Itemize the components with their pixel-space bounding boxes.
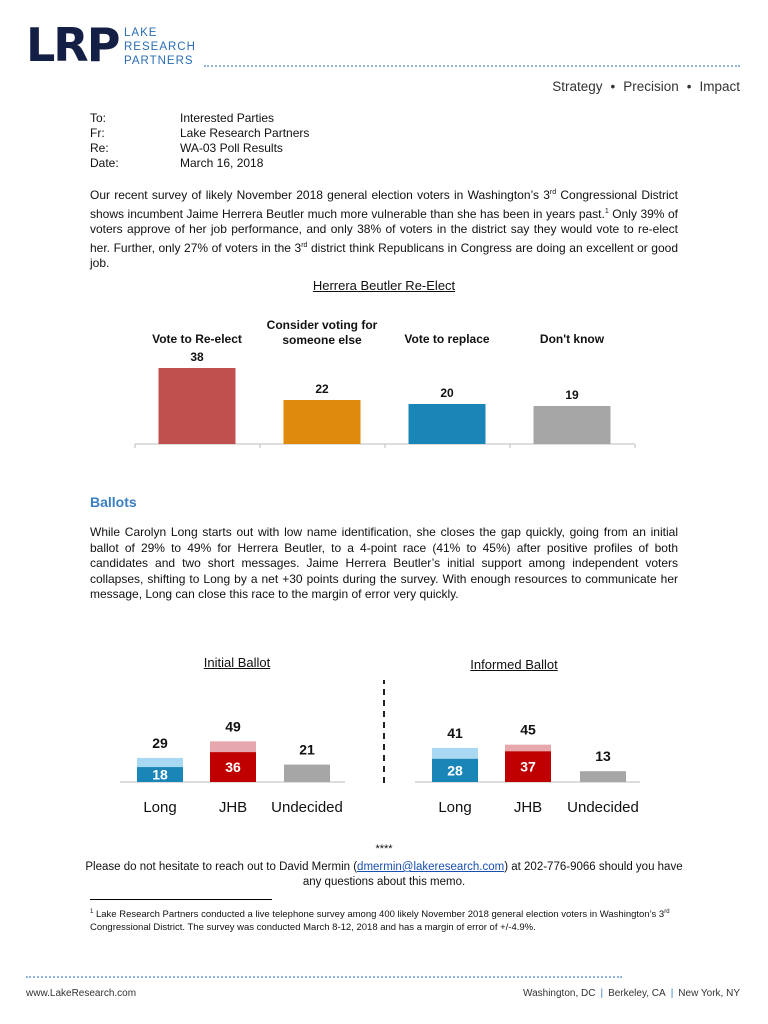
ballots-paragraph: While Carolyn Long starts out with low name identification, she closes the gap quickly, going from an initial ballot of 29% to 49% for Herrera Beutler, to a 4-point race (41% to 45%) after positive profiles of both candidates and two short messages. Jaime Herrera Beutler’s initial support among independent voters collapses, shifting to Long by a net +30 points during the survey. With enough resources to communicate her message, Long can close this race to the margin of error very quickly. [90,525,678,601]
reelect-bar [409,404,486,444]
intro-text: Only 39% of voters approve of her job performance, and only 38% of voters in the district say they would vote to re-elect her. Further, only 27% of voters in the 3 [90,206,679,255]
footnote-text: Congressional District. The survey was conducted March 8-12, 2018 and has a margin of error of +/-4.9%. [90,922,536,934]
reelect-chart-title [0,278,768,293]
logo-line: RESEARCH [124,41,196,53]
ballot-category-label: JHB [513,799,543,816]
contact-line [80,860,688,890]
ballot-total-label: 41 [447,724,463,741]
reelect-category-label: Vote to replace [404,332,490,346]
re-value: WA-03 Poll Results [180,141,283,155]
ballot-category-label: Long [438,799,472,816]
contact-text: Please do not hesitate to reach out to David Mermin ( [85,861,358,873]
memo-header [90,111,309,171]
reelect-category-label: Consider voting for someone else [266,318,378,347]
footnote-number: 1 [90,909,94,915]
ordinal-sup: rd [549,189,557,196]
logo-line: LAKE [124,27,158,39]
date-label: Date: [90,156,119,170]
informed-ballot-title-text: Informed Ballot [470,657,558,672]
re-label: Re: [90,141,109,155]
ballot-charts [0,680,768,830]
from-value: Lake Research Partners [180,126,310,140]
tagline-item: Impact [699,79,740,94]
logo-wordmark [124,26,196,68]
tagline-bullet: • [686,79,692,94]
reelect-bar [159,368,236,444]
informed-ballot-title [464,657,564,672]
office: Berkeley, CA [608,988,666,999]
office: New York, NY [678,988,740,999]
ballot-category-label: Long [143,799,177,816]
ballot-strong-label: 18 [152,766,168,783]
reelect-category-label: Vote to Re-elect [152,332,242,346]
ballot-strong-label: 36 [225,759,241,776]
ballot-bar-soft [210,741,256,752]
ballot-category-label: Undecided [271,799,343,816]
ballot-total-label: 21 [299,741,315,758]
ballot-bar-soft [432,748,478,759]
reelect-value-label: 19 [565,388,579,402]
ballot-total-label: 29 [152,734,168,751]
footnote-text: Lake Research Partners conducted a live telephone survey among 400 likely November 2018 general election voters in Washington’s 3 [93,909,665,921]
ordinal-sup: rd [664,909,670,915]
section-break: **** [375,843,393,855]
reelect-chart [0,340,768,455]
from-label: Fr: [90,126,105,140]
ballot-category-label: Undecided [567,799,639,816]
to-value: Interested Parties [180,111,275,125]
tagline-item: Precision [623,79,679,94]
initial-ballot-title [187,655,287,670]
date-value: March 16, 2018 [180,156,264,170]
ballot-total-label: 45 [520,721,536,738]
to-label: To: [90,111,107,125]
tagline [552,79,740,94]
reelect-category-label: Don't know [539,332,605,346]
email-link[interactable]: dmermin@lakeresearch.com [357,861,505,873]
ballot-strong-label: 37 [520,758,536,775]
reelect-value-label: 20 [440,386,454,400]
reelect-bar [534,406,611,444]
footnote-rule [90,899,272,900]
contact-text: ) at 202-776-9066 should you have any questions about this memo. [302,861,683,888]
reelect-value-label: 38 [190,350,204,364]
logo-mark: LRP [26,18,119,72]
intro-paragraph [90,185,678,272]
ordinal-sup: rd [301,241,308,249]
intro-text: Our recent survey of likely November 2018 general election voters in Washington’s 3 [90,188,550,202]
footnote [90,906,690,934]
tagline-bullet: • [610,79,616,94]
header-divider [204,65,740,67]
reelect-bar [284,400,361,444]
ballot-strong-label: 28 [447,762,463,779]
ballot-bar-soft [505,745,551,752]
website-link[interactable]: www.LakeResearch.com [26,988,137,999]
intro-text: district think Republicans in Congress are doing an excellent or good job. [90,240,679,270]
tagline-item: Strategy [552,79,603,94]
ballot-bar-strong [580,771,626,782]
logo-line: PARTNERS [124,55,194,67]
ballot-category-label: JHB [218,799,248,816]
reelect-value-label: 22 [315,382,329,396]
ballot-bar-strong [284,765,330,782]
ballots-heading: Ballots [90,494,137,510]
ballot-total-label: 49 [225,718,241,735]
office-separator: | [670,988,674,999]
reelect-title-text: Herrera Beutler Re-Elect [312,278,456,293]
ballot-total-label: 13 [595,748,611,765]
initial-ballot-title-text: Initial Ballot [203,655,271,670]
office-separator: | [600,988,604,999]
footer-divider [26,976,622,978]
footnote-ref: 1 [604,207,609,215]
office-locations [523,988,740,999]
office: Washington, DC [523,988,596,999]
intro-text: Congressional District shows incumbent Jaime Herrera Beutler much more vulnerable than she has been in years past. [90,188,678,221]
